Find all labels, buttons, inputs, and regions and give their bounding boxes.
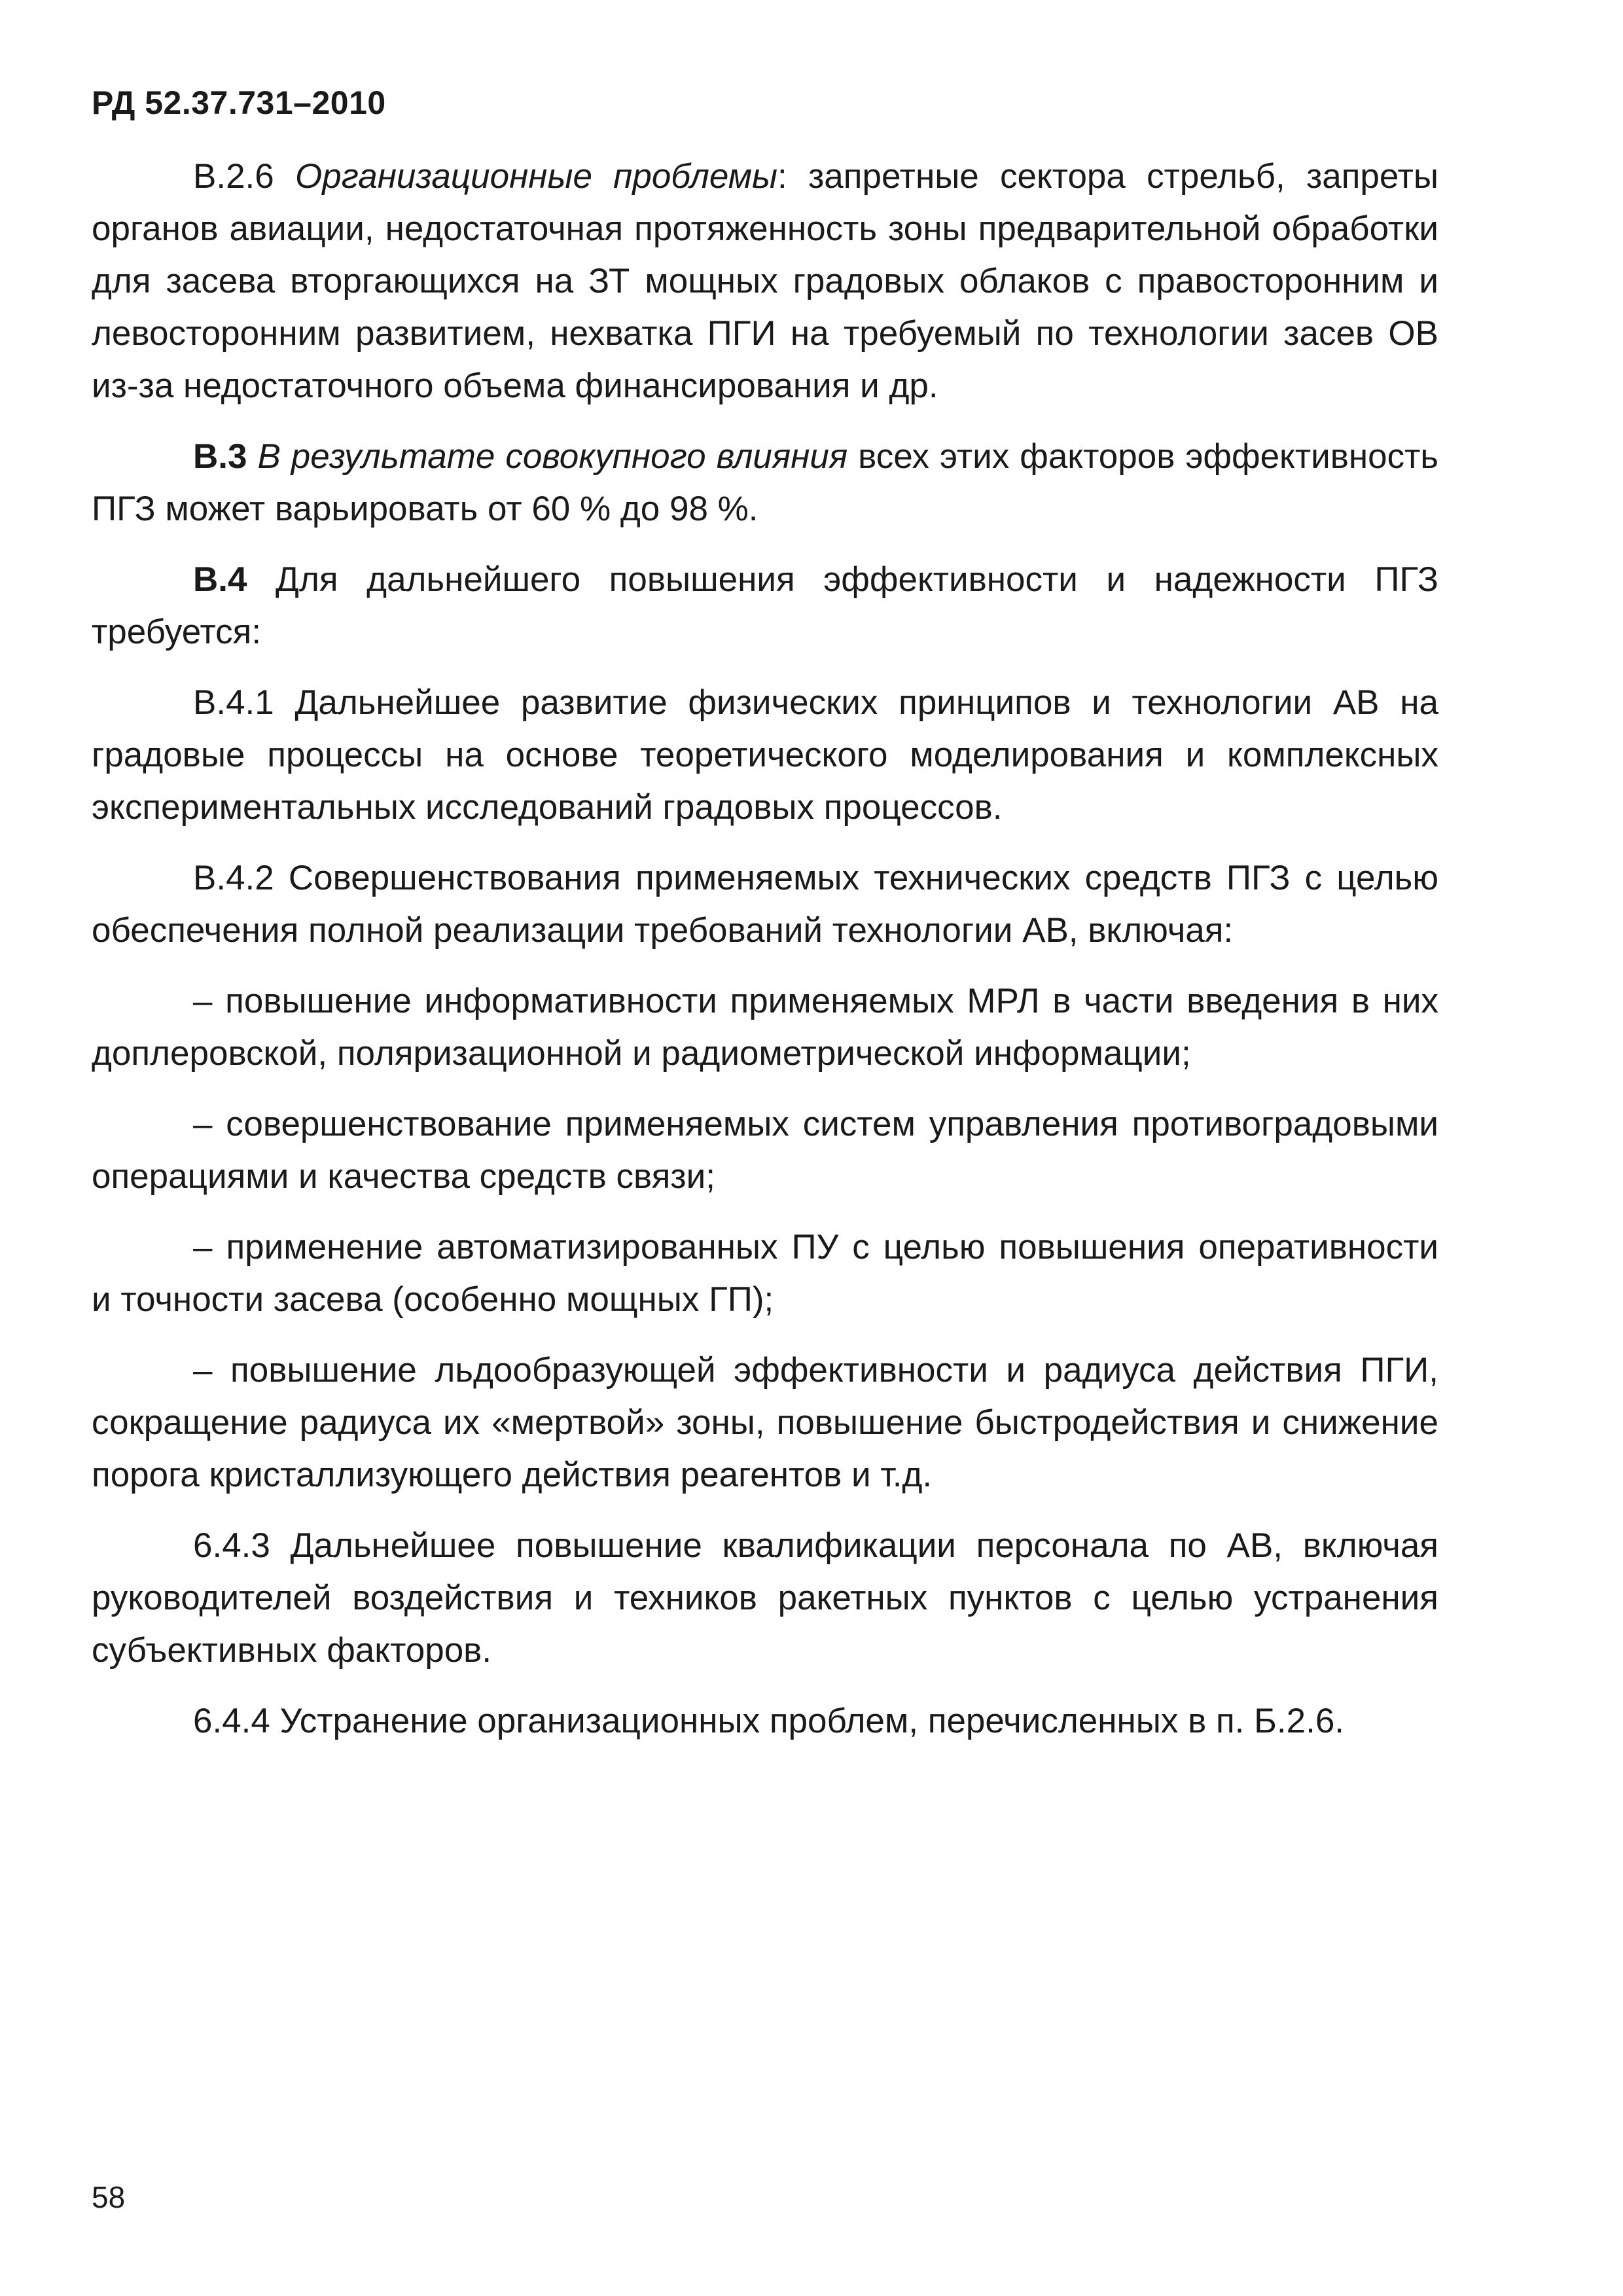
- dash-list-item: – применение автоматизированных ПУ с целью повышения оперативности и точности засева (особенно мощных ГП);: [92, 1228, 1438, 1319]
- paragraph-number: В.4.2: [193, 859, 274, 897]
- paragraph-text: всех этих факторов эффективность ПГЗ может варьировать от 60 % до 98 %.: [92, 437, 1439, 528]
- dash-list-item: – повышение льдообразующей эффективности и радиуса действия ПГИ, сокращение радиуса их «мертвой» зоны, повышение быстродействия и снижение порога кристаллизующего действия реагентов и т.д.: [92, 1351, 1438, 1494]
- paragraph-number: В.4.1: [193, 683, 274, 722]
- paragraph-text: : запретные сектора стрельб, запреты органов авиации, недостаточная протяженность зоны предварительной обработки для засева вторгающихся на ЗТ мощных градовых облаков с правосторонним и левосторонним развитием, нехватка ПГИ на требуемый по технологии засев ОВ из-за недостаточного объема финансирования и др.: [92, 157, 1438, 405]
- paragraph-number: 6.4.4: [193, 1702, 270, 1740]
- paragraph-italic-heading: Организационные проблемы: [295, 157, 778, 196]
- paragraph-italic-heading: В результате совокупного влияния: [257, 437, 848, 476]
- document-id-header: РД 52.37.731–2010: [92, 84, 386, 121]
- dash-list-item: – совершенствование применяемых систем управления противоградовыми операциями и качества средств связи;: [92, 1105, 1438, 1196]
- paragraph-text: Дальнейшее повышение квалификации персонала по АВ, включая руководителей воздействия и техников ракетных пунктов с целью устранения субъективных факторов.: [92, 1526, 1438, 1670]
- paragraph-6-4-4: [92, 1695, 1438, 1748]
- paragraph-b-2-6: [92, 151, 1438, 412]
- paragraph-b-4-2: [92, 852, 1438, 957]
- document-body: [92, 151, 1438, 1766]
- paragraph-text: Совершенствования применяемых технических средств ПГЗ с целью обеспечения полной реализации требований технологии АВ, включая:: [92, 859, 1438, 950]
- paragraph-number: В.2.6: [193, 157, 274, 196]
- page-number: 58: [92, 2180, 126, 2214]
- paragraph-number: В.3: [193, 437, 247, 476]
- paragraph-b-4: [92, 554, 1438, 658]
- paragraph-text: Дальнейшее развитие физических принципов и технологии АВ на градовые процессы на основе теоретического моделирования и комплексных экспериментальных исследований градовых процессов.: [92, 683, 1438, 827]
- paragraph-number: 6.4.3: [193, 1526, 270, 1565]
- paragraph-text: Для дальнейшего повышения эффективности и надежности ПГЗ требуется:: [92, 560, 1438, 651]
- dash-list-item: – повышение информативности применяемых МРЛ в части введения в них доплеровской, поляризационной и радиометрической информации;: [92, 982, 1438, 1073]
- paragraph-text: Устранение организационных проблем, перечисленных в п. Б.2.6.: [270, 1702, 1345, 1740]
- paragraph-number: В.4: [193, 560, 247, 599]
- paragraph-6-4-3: [92, 1520, 1438, 1677]
- paragraph-b-4-1: [92, 677, 1438, 834]
- paragraph-b-3: [92, 431, 1438, 535]
